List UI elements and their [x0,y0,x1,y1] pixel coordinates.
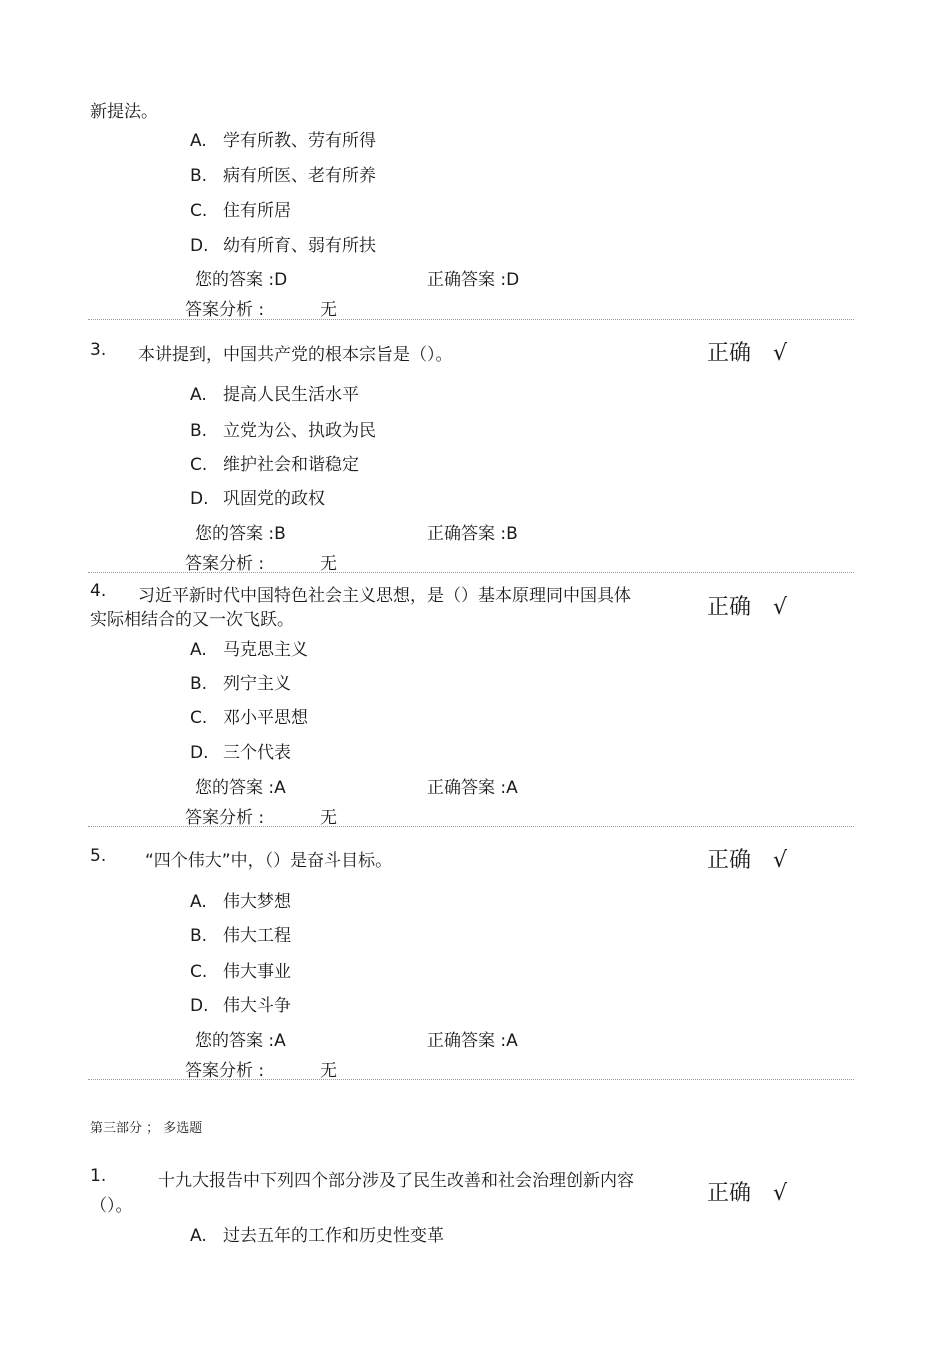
verdict-label: 正确 [707,848,752,873]
correct-answer: 正确答案 :A [427,778,518,798]
section-heading: 第三部分 ； 多选题 [90,1121,203,1136]
option-label: B. [190,166,208,186]
option-a [190,887,291,912]
option-c [190,703,308,728]
option-text: 伟大事业 [223,962,291,982]
option-d [190,231,376,256]
verdict [707,590,787,621]
divider [88,572,854,573]
your-answer: 您的答案 :D [195,270,288,290]
option-a [190,635,308,660]
analysis-label: 答案分析 : [185,554,265,574]
correct-answer: 正确答案 :D [427,270,520,290]
verdict-label: 正确 [707,341,752,366]
option-a [190,380,359,405]
option-label: C. [190,962,208,982]
analysis-value: 无 [320,300,337,320]
option-text: 伟大工程 [223,926,291,946]
your-answer: 您的答案 :A [195,778,286,798]
check-icon: √ [773,848,788,873]
option-a [190,1221,444,1246]
check-icon: √ [773,1181,788,1206]
option-text: 伟大梦想 [223,892,291,912]
option-text: 列宁主义 [223,674,291,694]
question-text-line2: 实际相结合的又一次飞跃。 [90,610,294,630]
option-c [190,957,291,982]
option-b [190,161,376,186]
analysis-value: 无 [320,554,337,574]
option-a [190,126,376,151]
option-label: C. [190,708,208,728]
option-b [190,669,291,694]
verdict-label: 正确 [707,595,752,620]
option-text: 三个代表 [223,743,291,763]
question-text: “四个伟大”中，（）是奋斗目标。 [145,851,393,871]
option-label: D. [190,996,209,1016]
analysis-value: 无 [320,1061,337,1081]
analysis-value: 无 [320,808,337,828]
your-answer: 您的答案 :A [195,1031,286,1051]
option-text: 维护社会和谐稳定 [223,455,359,475]
option-label: C. [190,201,208,221]
option-text: 马克思主义 [223,640,308,660]
option-label: D. [190,743,209,763]
option-label: D. [190,236,209,256]
option-label: A. [190,892,207,912]
option-text: 过去五年的工作和历史性变革 [223,1226,444,1246]
option-text: 幼有所育、弱有所扶 [223,236,376,256]
option-d [190,991,291,1016]
option-text: 立党为公、执政为民 [223,421,376,441]
analysis-label: 答案分析 : [185,300,265,320]
question-number: 1. [90,1166,107,1186]
option-c [190,450,359,475]
question-text: 本讲提到，中国共产党的根本宗旨是（）。 [138,345,453,365]
question-text-line1: 习近平新时代中国特色社会主义思想，是（）基本原理同中国具体 [138,586,631,606]
question-text-line2: （）。 [90,1196,133,1216]
option-d [190,484,325,509]
divider [88,319,854,320]
option-b [190,921,291,946]
question-number: 4. [90,581,107,601]
verdict [707,336,787,367]
option-label: A. [190,640,207,660]
correct-answer: 正确答案 :A [427,1031,518,1051]
option-label: D. [190,489,209,509]
option-text: 住有所居 [223,201,291,221]
analysis-label: 答案分析 : [185,1061,265,1081]
option-label: A. [190,385,207,405]
option-text: 提高人民生活水平 [223,385,359,405]
option-label: C. [190,455,208,475]
verdict [707,843,787,874]
option-label: A. [190,131,207,151]
option-text: 伟大斗争 [223,996,291,1016]
option-label: B. [190,674,208,694]
option-text: 邓小平思想 [223,708,308,728]
question-number: 5. [90,846,107,866]
question-text-tail: 新提法。 [90,102,158,122]
verdict-label: 正确 [707,1181,752,1206]
question-text-line1: 十九大报告中下列四个部分涉及了民生改善和社会治理创新内容 [158,1171,634,1191]
option-c [190,196,291,221]
divider [88,1079,854,1080]
check-icon: √ [773,595,788,620]
your-answer: 您的答案 :B [195,524,286,544]
correct-answer: 正确答案 :B [427,524,518,544]
verdict [707,1176,787,1207]
option-text: 病有所医、老有所养 [223,166,376,186]
divider [88,826,854,827]
option-label: B. [190,926,208,946]
option-b [190,416,376,441]
check-icon: √ [773,341,788,366]
analysis-label: 答案分析 : [185,808,265,828]
option-d [190,738,291,763]
option-label: A. [190,1226,207,1246]
option-label: B. [190,421,208,441]
option-text: 学有所教、劳有所得 [223,131,376,151]
option-text: 巩固党的政权 [223,489,325,509]
question-number: 3. [90,340,107,360]
